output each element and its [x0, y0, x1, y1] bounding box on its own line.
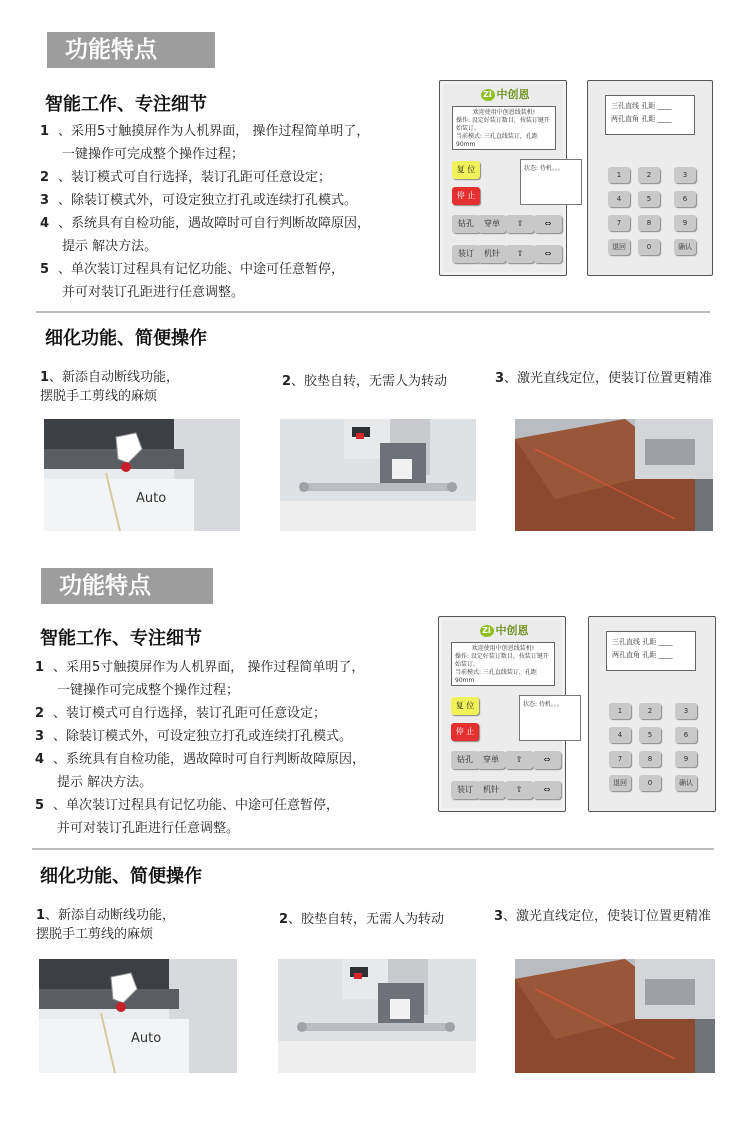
key-4[interactable]: 4 — [609, 727, 631, 743]
key-4[interactable]: 4 — [608, 191, 630, 207]
hole-distance-display: 三孔直线 孔距 ____ 两孔直角 孔距 ____ — [605, 95, 695, 135]
photo-rubber-pad — [280, 419, 476, 531]
drill-button[interactable]: 钻孔 — [452, 215, 480, 233]
touch-screen-panel — [438, 616, 566, 812]
confirm-key[interactable]: 确认 — [674, 239, 696, 255]
punch-icon-button[interactable]: ⇧ — [505, 781, 533, 799]
section-heading: 智能工作、专注细节 — [40, 628, 202, 649]
photo-laser-positioning — [515, 419, 713, 531]
caption-2: 2、胶垫自转，无需人为转动 — [279, 912, 445, 927]
drill-button[interactable]: 钻孔 — [451, 751, 479, 769]
list-item: 4 、系统具有自检功能，遇故障时可自行判断故障原因， 提示 解决方法。 — [35, 752, 366, 790]
list-item: 1 、采用5寸触摸屏作为人机界面， 操作过程简单明了， 一键操作可完成整个操作过程； — [40, 124, 370, 162]
welcome-message: 欢迎使用中创恩线装机! 操作: 设定好装订数目，按装订键开始装订。 当前模式: 三孔直线装订，孔距90mm — [451, 642, 555, 686]
status-box: 状态: 待机。。。 — [520, 159, 582, 205]
key-9[interactable]: 9 — [674, 215, 696, 231]
back-key[interactable]: 退回 — [608, 239, 630, 255]
section-banner: 功能特点 — [41, 568, 213, 604]
feature-block-1 — [0, 0, 750, 540]
key-1[interactable]: 1 — [609, 703, 631, 719]
feature-list — [40, 120, 420, 304]
thread-button[interactable]: 穿单 — [477, 751, 505, 769]
reset-button[interactable]: 复 位 — [452, 161, 480, 179]
key-5[interactable]: 5 — [639, 727, 661, 743]
list-item: 5 、单次装订过程具有记忆功能、中途可任意暂停， 并可对装订孔距进行任意调整。 — [35, 798, 340, 836]
punch-icon-button[interactable]: ⇧ — [505, 751, 533, 769]
stop-button[interactable]: 停 止 — [451, 723, 479, 741]
section-heading: 智能工作、专注细节 — [45, 94, 207, 115]
key-1[interactable]: 1 — [608, 167, 630, 183]
key-6[interactable]: 6 — [675, 727, 697, 743]
align-icon-button[interactable]: ⇔ — [534, 215, 562, 233]
bind-button[interactable]: 装订 — [451, 781, 479, 799]
key-7[interactable]: 7 — [609, 751, 631, 767]
key-0[interactable]: 0 — [639, 775, 661, 791]
list-item: 4 、系统具有自检功能，遇故障时可自行判断故障原因， 提示 解决方法。 — [40, 216, 371, 254]
key-7[interactable]: 7 — [608, 215, 630, 231]
key-0[interactable]: 0 — [638, 239, 660, 255]
status-box: 状态: 待机。。。 — [519, 695, 581, 741]
key-3[interactable]: 3 — [675, 703, 697, 719]
photo-thread-cutter — [44, 419, 240, 531]
divider — [36, 311, 710, 313]
photo-thread-cutter — [39, 959, 237, 1073]
hole-distance-display: 三孔直线 孔距 ____ 两孔直角 孔距 ____ — [606, 631, 696, 671]
align-icon-button[interactable]: ⇔ — [534, 245, 562, 263]
brand-logo: ZI 中创恩 — [469, 622, 539, 636]
divider — [32, 848, 714, 850]
needle-button[interactable]: 机针 — [477, 781, 505, 799]
photo-rubber-pad — [278, 959, 476, 1073]
brand-logo: ZI 中创恩 — [470, 86, 540, 100]
reset-button[interactable]: 复 位 — [451, 697, 479, 715]
key-5[interactable]: 5 — [638, 191, 660, 207]
align-icon-button[interactable]: ⇔ — [533, 751, 561, 769]
key-8[interactable]: 8 — [639, 751, 661, 767]
section-banner: 功能特点 — [47, 32, 215, 68]
thread-button[interactable]: 穿单 — [478, 215, 506, 233]
welcome-message: 欢迎使用中创恩线装机! 操作: 设定好装订数目，按装订键开始装订。 当前模式: 三孔直线装订，孔距90mm — [452, 106, 556, 150]
back-key[interactable]: 退回 — [609, 775, 631, 791]
stop-button[interactable]: 停 止 — [452, 187, 480, 205]
feature-block-2 — [0, 536, 750, 1076]
list-item: 3 、除装订模式外，可设定独立打孔或连续打孔模式。 — [35, 729, 353, 744]
punch-icon-button[interactable]: ⇧ — [506, 215, 534, 233]
feature-list — [35, 656, 415, 840]
confirm-key[interactable]: 确认 — [675, 775, 697, 791]
needle-button[interactable]: 机针 — [478, 245, 506, 263]
punch-icon-button[interactable]: ⇧ — [506, 245, 534, 263]
key-2[interactable]: 2 — [638, 167, 660, 183]
caption-1: 1、新添自动断线功能， 摆脱手工剪线的麻烦 — [40, 370, 180, 404]
photo-laser-positioning — [515, 959, 715, 1073]
key-8[interactable]: 8 — [638, 215, 660, 231]
bind-button[interactable]: 装订 — [452, 245, 480, 263]
align-icon-button[interactable]: ⇔ — [533, 781, 561, 799]
svg-text:Auto: Auto — [131, 1031, 162, 1046]
list-item: 2 、装订模式可自行选择，装订孔距可任意设定； — [40, 170, 332, 185]
key-6[interactable]: 6 — [674, 191, 696, 207]
keypad-panel — [587, 80, 713, 276]
svg-text:Auto: Auto — [136, 491, 167, 506]
caption-3: 3、激光直线定位，使装订位置更精准 — [494, 909, 712, 924]
caption-3: 3、激光直线定位，使装订位置更精准 — [495, 371, 713, 386]
list-item: 1 、采用5寸触摸屏作为人机界面， 操作过程简单明了， 一键操作可完成整个操作过程； — [35, 660, 365, 698]
touch-screen-panel — [439, 80, 567, 276]
key-9[interactable]: 9 — [675, 751, 697, 767]
section-heading: 细化功能、简便操作 — [40, 866, 202, 887]
caption-1: 1、新添自动断线功能， 摆脱手工剪线的麻烦 — [36, 908, 176, 942]
list-item: 3 、除装订模式外，可设定独立打孔或连续打孔模式。 — [40, 193, 358, 208]
keypad-panel — [588, 616, 716, 812]
caption-2: 2、胶垫自转，无需人为转动 — [282, 374, 448, 389]
list-item: 2 、装订模式可自行选择，装订孔距可任意设定； — [35, 706, 327, 721]
key-3[interactable]: 3 — [674, 167, 696, 183]
section-heading: 细化功能、简便操作 — [45, 328, 207, 349]
key-2[interactable]: 2 — [639, 703, 661, 719]
list-item: 5 、单次装订过程具有记忆功能、中途可任意暂停， 并可对装订孔距进行任意调整。 — [40, 262, 345, 300]
